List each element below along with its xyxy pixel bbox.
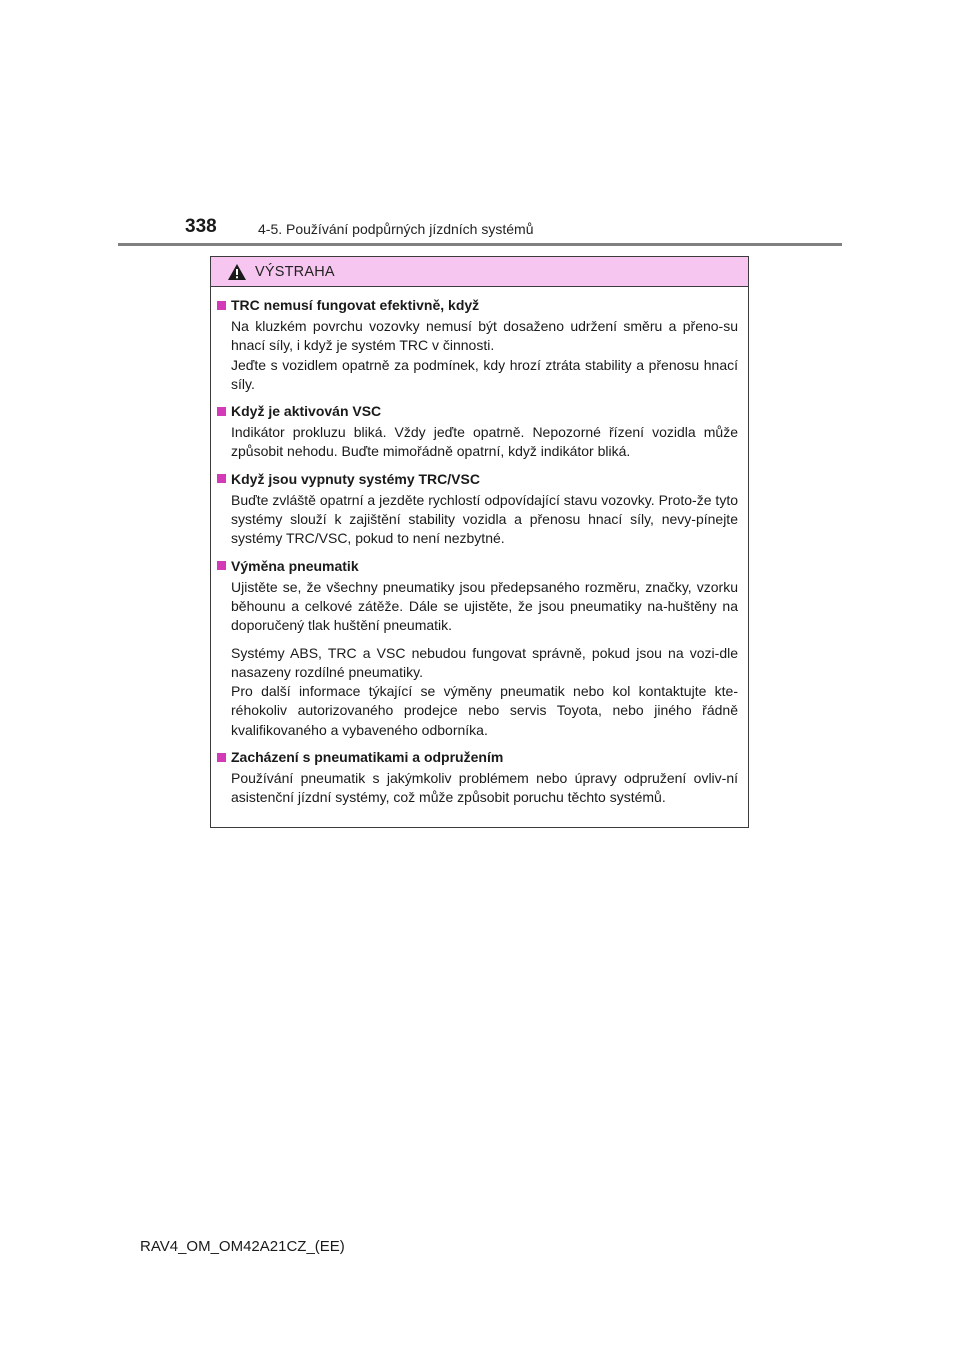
square-bullet-icon (217, 301, 226, 310)
warning-item-tires-suspension (217, 747, 738, 808)
warning-header (211, 257, 748, 287)
warning-item-vsc-active (217, 401, 738, 462)
square-bullet-icon (217, 753, 226, 762)
item-heading: Když jsou vypnuty systémy TRC/VSC (231, 470, 480, 487)
square-bullet-icon (217, 561, 226, 570)
item-paragraph: Buďte zvláště opatrní a jezděte rychlostí odpovídající stavu vozovky. Proto-že tyto systémy slouží k zajištění stability vozidla a přenosu hnací síly, nevy-pínejte systémy TRC/VSC, pokud to není nezbytné. (231, 491, 738, 547)
warning-label: VÝSTRAHA (255, 263, 335, 280)
item-paragraph: Pro další informace týkající se výměny pneumatik nebo kol kontaktujte kte-réhokoliv autorizovaného prodejce nebo servis Toyota, nebo jiného řádně kvalifikovaného a vybaveného odborníka. (231, 683, 738, 738)
item-heading: Když je aktivován VSC (231, 403, 382, 420)
item-heading: Výměna pneumatik (231, 557, 359, 574)
item-paragraph: Indikátor prokluzu bliká. Vždy jeďte opatrně. Nepozorné řízení vozidla může způsobit nehodu. Buďte mimořádně opatrní, když indikátor bliká. (231, 424, 738, 460)
item-heading: TRC nemusí fungovat efektivně, když (231, 297, 480, 313)
warning-body (211, 287, 748, 808)
footer-document-code: RAV4_OM_OM42A21CZ_(EE) (140, 1238, 345, 1255)
square-bullet-icon (217, 474, 226, 483)
warning-item-tire-replacement (217, 556, 738, 740)
item-heading: Zacházení s pneumatikami a odpružením (231, 749, 504, 766)
header-rule (118, 243, 842, 246)
square-bullet-icon (217, 407, 226, 416)
warning-item-trc (217, 295, 738, 394)
item-paragraph: Na kluzkém povrchu vozovky nemusí být dosaženo udržení směru a přeno-su hnací síly, i když je systém TRC v činnosti. (231, 318, 738, 354)
page-number: 338 (185, 216, 217, 237)
warning-triangle-icon (227, 263, 247, 281)
item-paragraph: Ujistěte se, že všechny pneumatiky jsou předepsaného rozměru, značky, vzorku běhounu a celkové zátěže. Dále se ujistěte, že jsou pneumatiky na-huštěny na doporučený tlak huštění pneumatik. (231, 578, 738, 634)
item-paragraph: Systémy ABS, TRC a VSC nebudou fungovat správně, pokud jsou na vozi-dle nasazeny rozdílné pneumatiky. (231, 644, 738, 680)
warning-box (210, 256, 749, 828)
section-title: 4-5. Používání podpůrných jízdních systémů (258, 221, 534, 237)
item-paragraph: Jeďte s vozidlem opatrně za podmínek, kdy hrozí ztráta stability a přenosu hnací síly. (231, 356, 738, 392)
item-paragraph: Používání pneumatik s jakýmkoliv problémem nebo úpravy odpružení ovliv-ní asistenční jízdní systémy, což může způsobit poruchu těchto systémů. (231, 770, 738, 806)
warning-item-trc-vsc-off (217, 469, 738, 549)
